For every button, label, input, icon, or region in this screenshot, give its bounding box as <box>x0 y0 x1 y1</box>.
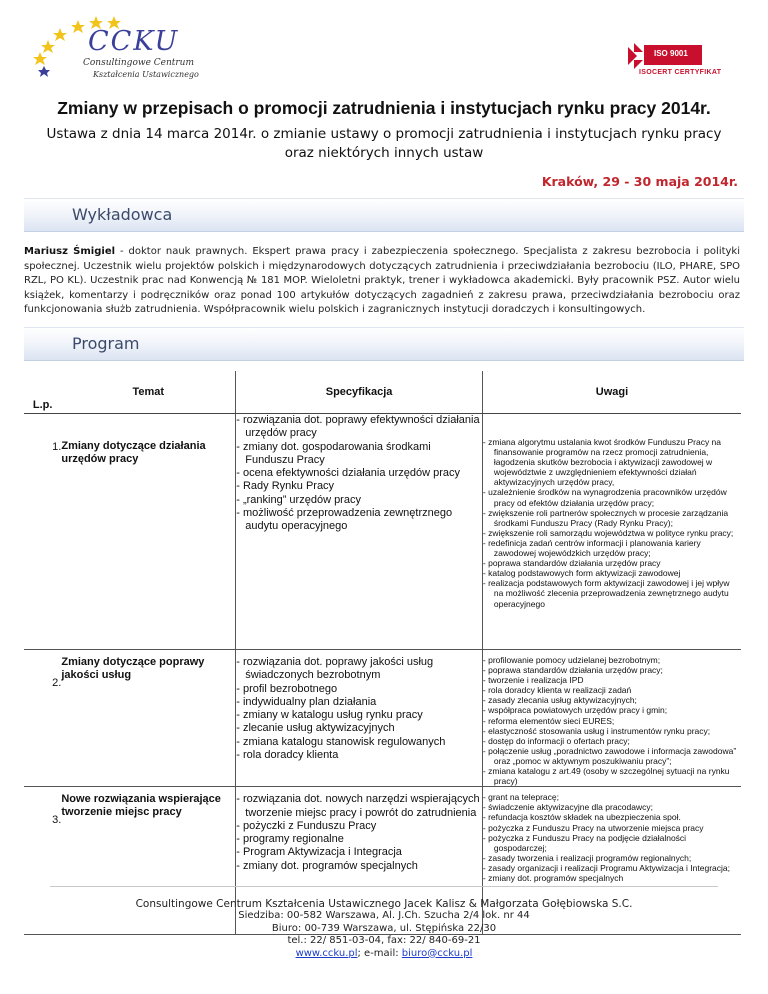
footer-seat: Siedziba: 00-582 Warszawa, Al. J.Ch. Szucha 2/4 lok. nr 44 <box>238 910 530 922</box>
spec-item: - „ranking” urzędów pracy <box>236 493 361 506</box>
row-number: 3. <box>24 787 61 935</box>
col-header-lp: L.p. <box>24 371 61 414</box>
note-item: - zwiększenie roli partnerów społecznych w procesie zarządzania środkami Funduszu Pracy (Rady Rynku Pracy); <box>482 507 729 528</box>
table-row <box>24 414 741 650</box>
email-link[interactable]: biuro@ccku.pl <box>401 947 473 959</box>
page-title: Zmiany w przepisach o promocji zatrudnienia i instytucjach rynku pracy 2014r. <box>57 98 711 118</box>
spec-item: - możliwość przeprowadzenia zewnętrznego audytu operacyjnego <box>236 507 453 533</box>
note-item: - rola doradcy klienta w realizacji zadań <box>482 685 632 696</box>
row-topic: Zmiany dotyczące działania urzędów pracy <box>61 414 235 650</box>
program-table <box>24 371 741 935</box>
iso-badge-text: ISO 9001 <box>654 49 688 58</box>
website-link[interactable]: www.ccku.pl <box>295 947 358 959</box>
spec-item: - rozwiązania dot. poprawy jakości usług świadczonych bezrobotnym <box>236 656 434 682</box>
note-item: - zasady organizacji i realizacji Programu Aktywizacja i Integracja; <box>482 862 730 873</box>
row-number: 2. <box>24 650 61 787</box>
row-topic: Zmiany dotyczące poprawy jakości usług <box>61 650 235 787</box>
note-item: - zasady zlecania usług aktywizacyjnych; <box>482 695 637 706</box>
row-topic: Nowe rozwiązania wspierające tworzenie miejsc pracy <box>61 787 235 935</box>
page-subtitle: Ustawa z dnia 14 marca 2014r. o zmianie ustawy o promocji zatrudnienia i instytucjach rynku pracy oraz niektórych innych ustaw <box>46 126 722 161</box>
spec-item: - zmiany dot. programów specjalnych <box>236 859 418 872</box>
row-notes <box>482 650 741 787</box>
note-item: - dostęp do informacji o ofertach pracy; <box>482 735 630 746</box>
spec-item: - profil bezrobotnego <box>236 682 338 695</box>
footer-phones: tel.: 22/ 851-03-04, fax: 22/ 840-69-21 <box>287 935 481 947</box>
spec-item: - indywidualny plan działania <box>236 695 377 708</box>
email-label: ; e-mail: <box>357 947 402 959</box>
spec-item: - Program Aktywizacja i Integracja <box>236 846 402 859</box>
note-item: - poprawa standardów działania urzędów pracy; <box>482 665 663 676</box>
col-header-notes: Uwagi <box>482 371 741 414</box>
lecturer-heading: Wykładowca <box>72 205 173 224</box>
lecturer-bio-text: - doktor nauk prawnych. Ekspert prawa pracy i zabezpieczenia społecznego. Specjalista z zakresu bezrobocia i polityki społecznej. Uczestnik wielu projektów polskich i międzynarodowych dotyczących zatrudnienia i przeciwdziałania bezrobociu (ILO, PHARE, SPO RZL, PO KL). Uczestnik prac nad Konwencją № 181 MOP. Wieloletni praktyk, trener i wykładowca akademicki. Były pracownik PSZ. Autor wielu książek, komentarzy i podręczników oraz ponad 100 artykułów dotyczących zagadnień z zakresu prawa, przeciwdziałania bezrobociu oraz funkcjonowania służb zatrudnienia. Współpracownik wielu polskich i zagranicznych instytucji doradczych i konsultingowych. <box>24 246 741 316</box>
footer-contact <box>0 948 768 960</box>
row-notes <box>482 414 741 650</box>
note-item: - świadczenie aktywizacyjne dla pracodawcy; <box>482 802 653 813</box>
note-item: - grant na telepracę; <box>482 792 559 803</box>
table-row <box>24 650 741 787</box>
note-item: - reforma elementów sieci EURES; <box>482 715 615 726</box>
footer-company: Consultingowe Centrum Kształcenia Ustawicznego Jacek Kalisz & Małgorzata Gołębiowska S.C. <box>135 898 633 910</box>
spec-item: - zlecanie usług aktywizacyjnych <box>236 722 395 735</box>
spec-item: - rola doradcy klienta <box>236 749 339 762</box>
spec-item: - zmiany dot. gospodarowania środkami Funduszu Pracy <box>236 440 431 466</box>
spec-item: - rozwiązania dot. poprawy efektywności działania urzędów pracy <box>236 414 480 440</box>
note-item: - zwiększenie roli samorządu województwa w polityce rynku pracy; <box>482 527 734 538</box>
program-section-header <box>24 327 744 361</box>
note-item: - refundacja kosztów składek na ubezpieczenia społ. <box>482 812 681 823</box>
col-header-spec: Specyfikacja <box>236 371 483 414</box>
spec-item: - rozwiązania dot. nowych narzędzi wspierających tworzenie miejsc pracy i powrót do zatrudnienia <box>236 793 480 819</box>
note-item: - realizacja podstawowych form aktywizacji zawodowej i jej wpływ na możliwość zlecenia przeprowadzenia zewnętrznego audytu operacyjnego <box>482 578 730 609</box>
program-heading: Program <box>72 334 140 353</box>
note-item: - profilowanie pomocy udzielanej bezrobotnym; <box>482 655 661 665</box>
note-item: - poprawa standardów działania urzędów pracy <box>482 558 661 569</box>
footer-office: Biuro: 00-739 Warszawa, ul. Stępińska 22/30 <box>271 922 497 934</box>
iso-certificate-badge <box>624 35 722 85</box>
note-item: - pożyczka z Funduszu Pracy na podjęcie działalności gospodarczej; <box>482 832 687 853</box>
footer-divider <box>50 886 718 887</box>
logo-subtitle-1: Consultingowe Centrum <box>83 58 195 68</box>
spec-item: - programy regionalne <box>236 833 344 846</box>
lecturer-name: Mariusz Śmigiel <box>24 246 116 257</box>
note-item: - pożyczka z Funduszu Pracy na utworzenie miejsca pracy <box>482 822 704 833</box>
lecturer-bio <box>24 245 740 318</box>
spec-item: - ocena efektywności działania urzędów pracy <box>236 467 461 480</box>
table-header-row <box>24 371 741 414</box>
spec-item: - zmiany w katalogu usług rynku pracy <box>236 709 423 722</box>
note-item: - zmiana katalogu z art.49 (osoby w szczególnej sytuacji na rynku pracy) <box>482 766 730 787</box>
note-item: - współpraca powiatowych urzędów pracy i gmin; <box>482 705 668 716</box>
logo-subtitle-2: Kształcenia Ustawicznego <box>93 70 199 79</box>
note-item: - zmiany dot. programów specjalnych <box>482 872 624 883</box>
note-item: - redefinicja zadań centrów informacji i planowania kariery zawodowej wojewódzkich urzędów pracy; <box>482 537 701 559</box>
lecturer-section-header <box>24 198 744 232</box>
event-date: Kraków, 29 - 30 maja 2014r. <box>541 174 738 189</box>
row-spec <box>236 414 483 650</box>
spec-item: - pożyczki z Funduszu Pracy <box>236 819 377 832</box>
footer <box>0 898 768 960</box>
note-item: - tworzenie i realizacja IPD <box>482 675 584 686</box>
col-header-topic: Temat <box>61 371 235 414</box>
iso-cert-label: ISOCERT CERTYFIKAT <box>639 69 722 76</box>
note-item: - uzależnienie środków na wynagrodzenia pracowników urzędów pracy od efektów działania urzędów pracy; <box>482 487 727 508</box>
row-spec <box>236 650 483 787</box>
note-item: - zmiana algorytmu ustalania kwot środków Funduszu Pracy na finansowanie programów na rzecz promocji zatrudnienia, łagodzenia skutków bezrobocia i aktywizacji zawodowej w województwie z uwzględnieniem efektywności działań aktywizacyjnych urzędów pracy, <box>482 437 722 488</box>
row-number: 1. <box>24 414 61 650</box>
note-item: - katalog podstawowych form aktywizacji zawodowej <box>482 568 681 579</box>
spec-item: - zmiana katalogu stanowisk regulowanych <box>236 735 446 748</box>
note-item: - zasady tworzenia i realizacji programów regionalnych; <box>482 852 692 863</box>
logo-wordmark: CCKU <box>88 26 180 57</box>
spec-item: - Rady Rynku Pracy <box>236 480 335 493</box>
note-item: - elastyczność stosowania usług i instrumentów rynku pracy; <box>482 725 711 736</box>
company-logo <box>28 12 198 80</box>
note-item: - połączenie usług „poradnictwo zawodowe i informacja zawodowa” oraz „pomoc w aktywnym poszukiwaniu pracy”; <box>482 745 737 766</box>
